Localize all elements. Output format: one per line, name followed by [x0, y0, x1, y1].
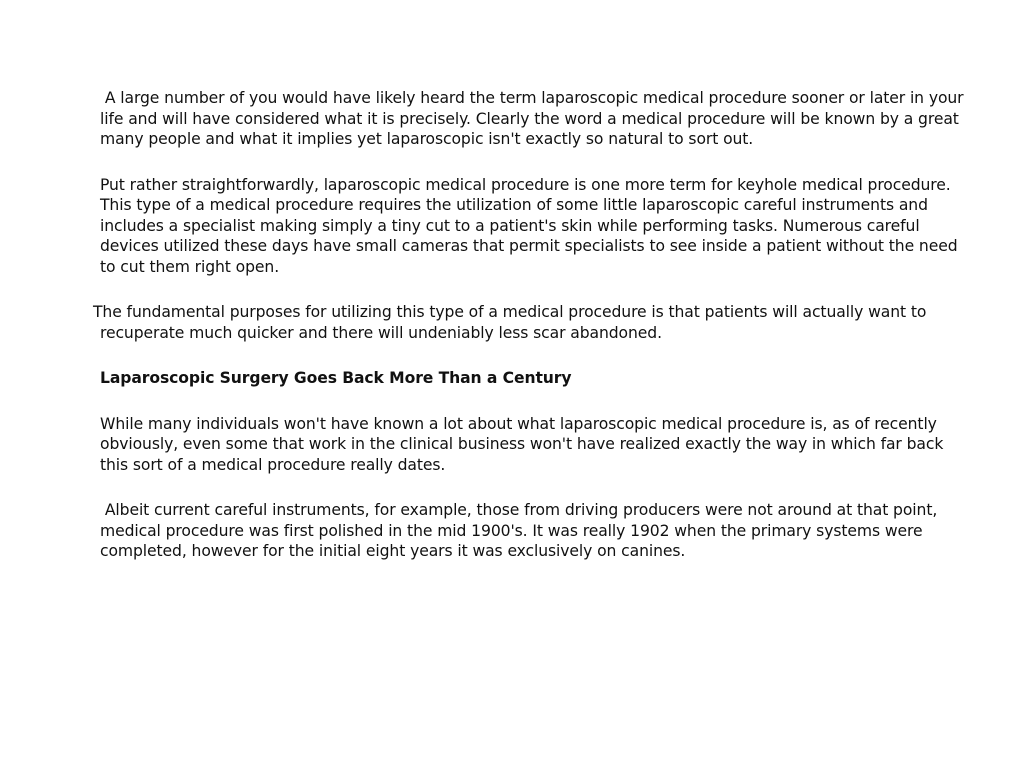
paragraph-definition: Put rather straightforwardly, laparoscopic medical procedure is one more term for keyhole medical procedure. This type of a medical procedure requires the utilization of some little laparoscopic careful instruments and includes a specialist making simply a tiny cut to a patient's skin while performing tasks. Numerous careful devices utilized these days have small cameras that permit specialists to see inside a patient without the need to cut them right open.	[100, 175, 963, 276]
paragraph-purpose: The fundamental purposes for utilizing this type of a medical procedure is that patients will actually want to recuperate much quicker and there will undeniably less scar abandoned.	[93, 303, 932, 342]
paragraph-intro: A large number of you would have likely heard the term laparoscopic medical procedure sooner or later in your life and will have considered what it is precisely. Clearly the word a medical procedure will be known by a great many people and what it implies yet laparoscopic isn't exactly so natural to sort out.	[100, 89, 969, 148]
paragraph-origins: Albeit current careful instruments, for example, those from driving producers were not around at that point, medical procedure was first polished in the mid 1900's. It was really 1902 when the primary systems were completed, however for the initial eight years it was exclusively on canines.	[100, 501, 943, 560]
section-heading: Laparoscopic Surgery Goes Back More Than a Century	[100, 369, 572, 387]
paragraph-history: While many individuals won't have known a lot about what laparoscopic medical procedure is, as of recently obviously, even some that work in the clinical business won't have realized exactly the way in which far back this sort of a medical procedure really dates.	[100, 414, 949, 474]
slide-text-body	[93, 88, 970, 587]
